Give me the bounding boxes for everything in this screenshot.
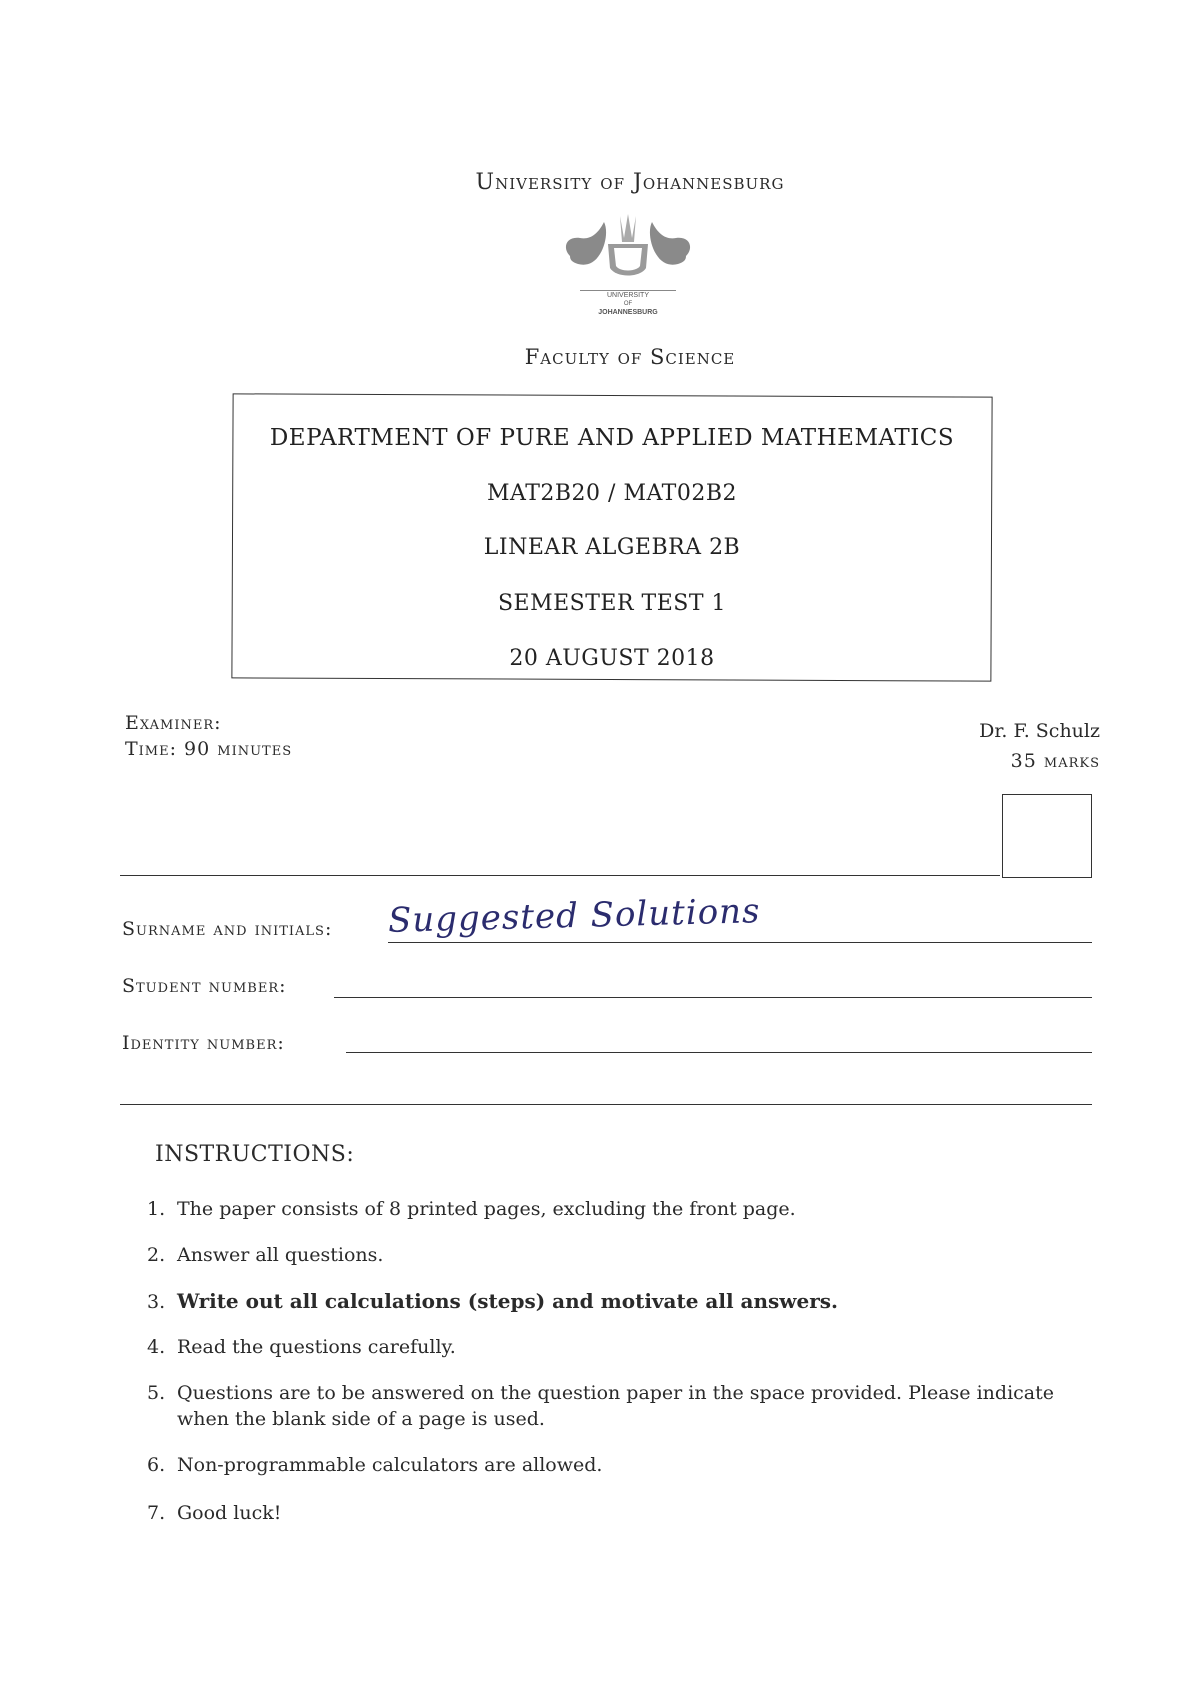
student-number-label: Student number: [122,975,287,997]
instructions-title: INSTRUCTIONS: [155,1142,355,1167]
instruction-number: 6. [147,1454,166,1476]
instruction-text: Write out all calculations (steps) and motivate all answers. [177,1289,838,1313]
instruction-item [147,1196,1087,1222]
faculty-name: Faculty of Science [524,345,736,369]
instruction-item [147,1242,1087,1268]
instruction-text: Good luck! [177,1502,282,1524]
divider-top [120,875,1000,876]
university-name: University of Johannesburg [475,170,785,195]
time-label: Time: 90 minutes [125,738,293,760]
instruction-number: 4. [147,1336,166,1358]
instruction-number: 7. [147,1502,166,1524]
instruction-text: Read the questions carefully. [177,1336,456,1358]
instruction-item [147,1500,1087,1526]
identity-number-label: Identity number: [122,1032,285,1054]
instruction-number: 2. [147,1244,166,1266]
test-date: 20 AUGUST 2018 [509,646,715,671]
logo-emblem-icon [560,208,696,288]
instruction-item [147,1452,1087,1478]
instruction-number: 1. [147,1198,166,1220]
instruction-text: Questions are to be answered on the question paper in the space provided. Please indicate when the blank side of a page is used. [177,1382,1054,1430]
surname-label: Surname and initials: [122,918,333,940]
logo-text-university: UNIVERSITY [606,292,649,299]
examiner-name: Dr. F. Schulz [979,720,1100,742]
student-number-field-line[interactable] [334,997,1092,998]
marks-box[interactable] [1002,794,1092,878]
instruction-text: Non-programmable calculators are allowed. [177,1454,603,1476]
department-title: DEPARTMENT OF PURE AND APPLIED MATHEMATICS [269,425,955,451]
course-name: LINEAR ALGEBRA 2B [483,535,741,560]
surname-handwritten-value: Suggested Solutions [387,891,761,941]
logo-text-of: OF [623,301,633,307]
examiner-label: Examiner: [125,712,222,734]
instruction-item [147,1380,1087,1432]
surname-field-line[interactable] [388,942,1092,943]
university-logo [560,208,696,330]
total-marks: 35 marks [1010,750,1100,772]
course-code: MAT2B20 / MAT02B2 [487,481,737,506]
instruction-text: Answer all questions. [177,1244,384,1266]
instruction-item [147,1334,1087,1360]
instruction-item [147,1288,1087,1315]
instruction-number: 5. [147,1382,166,1404]
identity-number-field-line[interactable] [346,1052,1092,1053]
logo-text-johannesburg: JOHANNESBURG [598,309,658,316]
instruction-number: 3. [147,1291,166,1313]
instruction-text: The paper consists of 8 printed pages, excluding the front page. [177,1198,796,1220]
test-name: SEMESTER TEST 1 [497,591,727,616]
divider-bottom [120,1104,1092,1105]
